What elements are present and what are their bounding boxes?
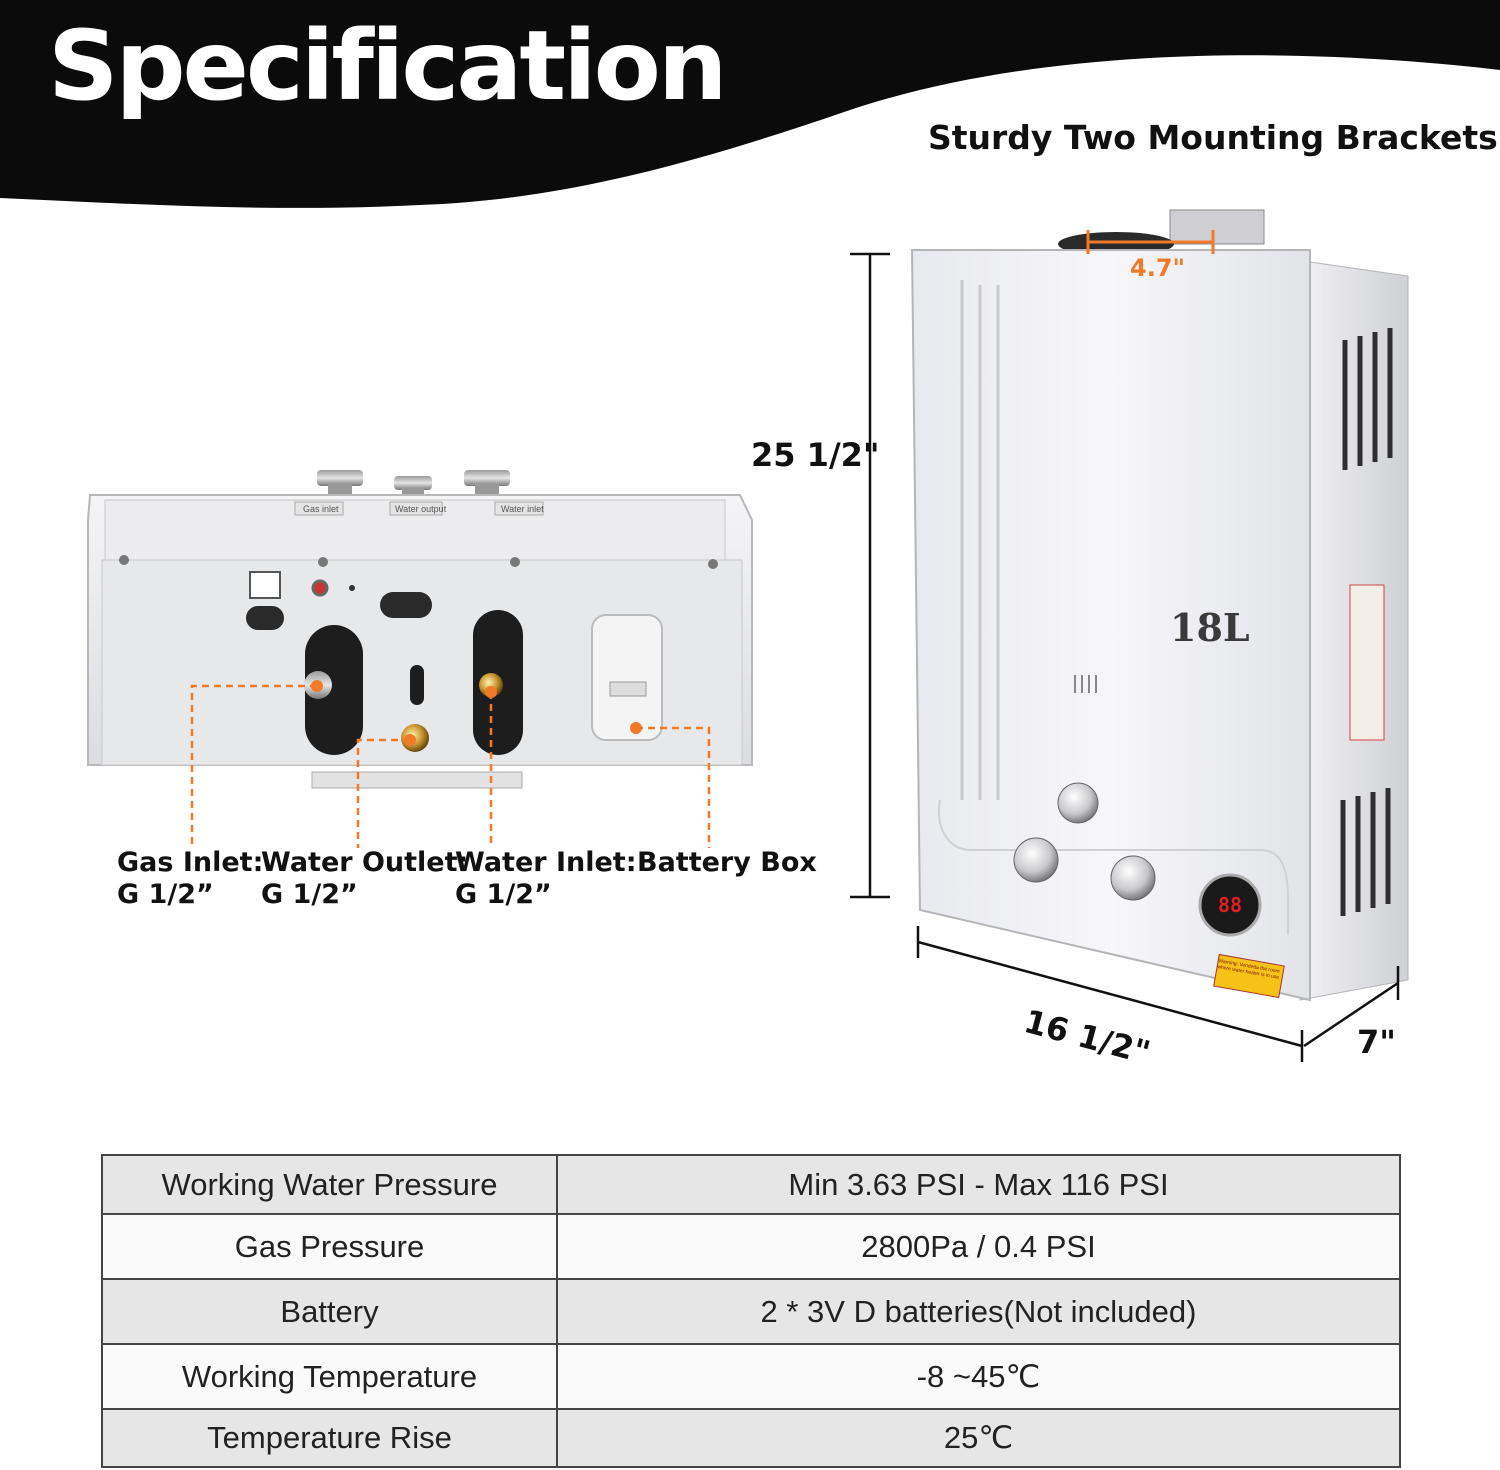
dimension-height: 25 1/2" [751,436,880,474]
dimension-width: 16 1/2" [1020,1002,1155,1072]
brackets-caption: Sturdy Two Mounting Brackets [928,118,1498,157]
callout-name: Battery Box [637,847,817,878]
table-row [102,1279,1400,1344]
callout-spec: G 1/2” [455,879,552,910]
spec-key: Working Water Pressure [102,1155,557,1214]
callout-name: Water Outlet: [261,847,469,878]
callout-spec: G 1/2” [261,879,358,910]
display-readout: 88 [1218,893,1243,917]
spec-key: Gas Pressure [102,1214,557,1279]
table-row [102,1214,1400,1279]
callout-name: Gas Inlet: [117,847,264,878]
dimension-depth: 7" [1357,1023,1396,1061]
capacity-label: 18L [1170,605,1250,650]
port-label-water-output: Water output [395,504,447,514]
spec-value: 2 * 3V D batteries(Not included) [557,1279,1400,1344]
port-label-gas: Gas inlet [303,504,339,514]
table-row [102,1344,1400,1409]
callout-spec: G 1/2” [117,879,214,910]
port-label-water-inlet: Water inlet [501,504,544,514]
warning-label: Warning: Vendetta the room where water heater is in use [1216,958,1281,981]
spec-table [101,1154,1401,1468]
spec-key: Temperature Rise [102,1409,557,1467]
table-row [102,1155,1400,1214]
dimension-flue: 4.7" [1130,254,1186,282]
spec-value: 25℃ [557,1409,1400,1467]
callout-name: Water Inlet: [455,847,637,878]
spec-value: 2800Pa / 0.4 PSI [557,1214,1400,1279]
page-title: Specification [48,10,725,122]
spec-value: -8 ~45℃ [557,1344,1400,1409]
spec-key: Working Temperature [102,1344,557,1409]
table-row [102,1409,1400,1467]
spec-key: Battery [102,1279,557,1344]
spec-value: Min 3.63 PSI - Max 116 PSI [557,1155,1400,1214]
